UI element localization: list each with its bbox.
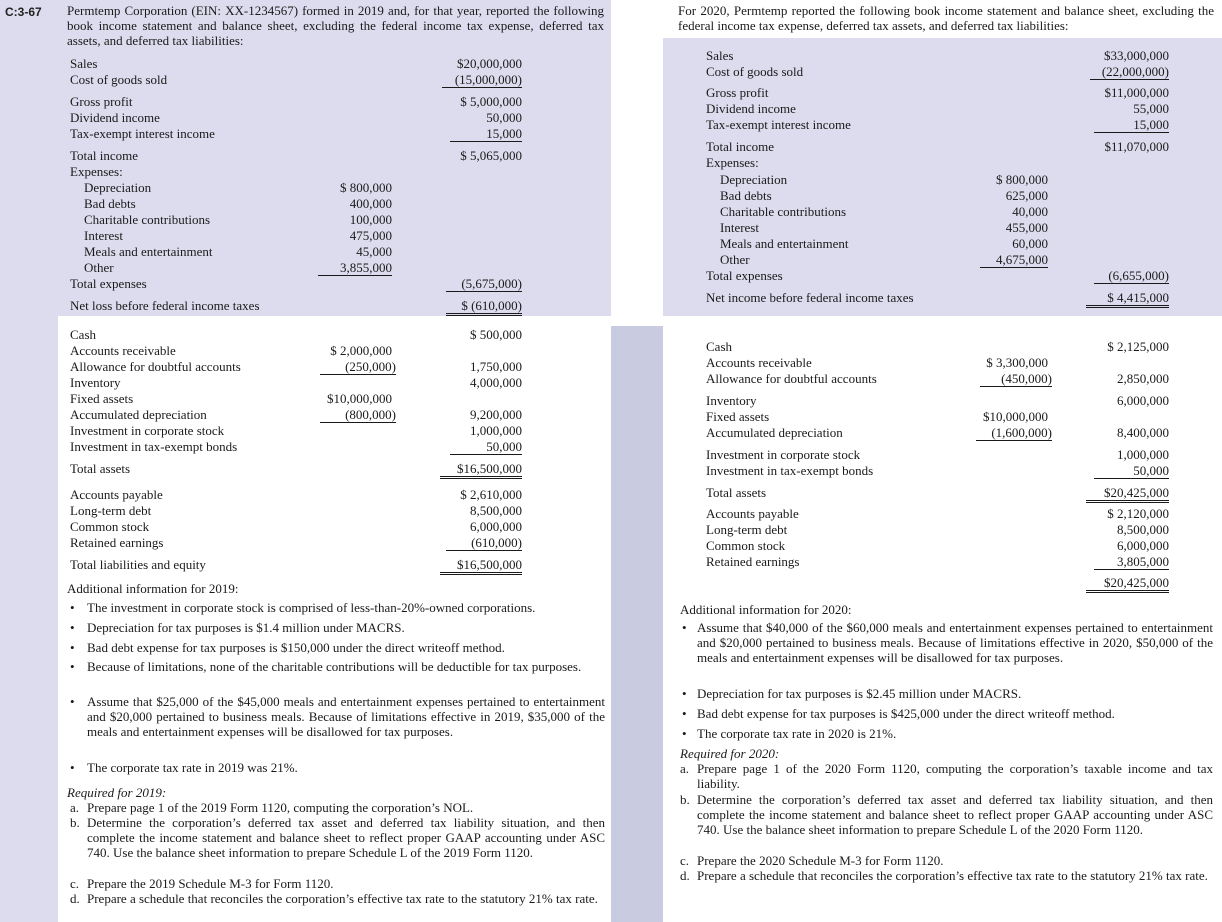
retained-earnings-label: Retained earnings [70, 535, 164, 550]
expenses-heading: Expenses: [70, 164, 123, 179]
total-expenses-label: Total expenses [706, 268, 783, 283]
net-loss-label: Net loss before federal income taxes [70, 298, 260, 313]
bonds-label: Investment in tax-exempt bonds [706, 463, 874, 478]
expense-label: Meals and entertainment [84, 244, 213, 259]
cash-amount: $ 500,000 [470, 327, 522, 342]
bullet-icon: • [682, 620, 687, 635]
total-assets-label: Total assets [706, 485, 767, 500]
expense-amount: 45,000 [356, 244, 392, 259]
bullet-icon: • [70, 760, 75, 775]
ar-net-amount: 2,850,000 [1117, 371, 1169, 386]
bullet-icon: • [682, 686, 687, 701]
tax-exempt-label: Tax-exempt interest income [706, 117, 851, 132]
expense-amount: 400,000 [349, 196, 392, 211]
fixed-assets-amount: $10,000,000 [983, 409, 1048, 424]
sales-amount: $33,000,000 [1104, 48, 1169, 63]
expense-amount: 4,675,000 [980, 252, 1048, 268]
ap-amount: $ 2,610,000 [460, 487, 522, 502]
expense-amount: 475,000 [349, 228, 392, 243]
required-item: Determine the corporation’s deferred tax asset and deferred tax liability situation, and then complete the income statement and balance sheet to reflect proper GAAP accounting under ASC 740. Use the balance sheet information to prepare Schedule L of the 2019 Form 1120. [87, 815, 605, 860]
ar-label: Accounts receivable [70, 343, 176, 358]
cogs-amount: (15,000,000) [442, 72, 522, 88]
accum-dep-amount: (1,600,000) [976, 425, 1052, 441]
ltd-label: Long-term debt [706, 522, 788, 537]
total-le-label: Total liabilities and equity [70, 557, 206, 572]
fixed-net-amount: 9,200,000 [470, 407, 522, 422]
gross-profit-amount: $11,000,000 [1104, 85, 1169, 100]
cash-label: Cash [70, 327, 96, 342]
net-income-label: Net income before federal income taxes [706, 290, 914, 305]
left-required-title: Required for 2019: [67, 785, 167, 800]
retained-earnings-amount: (610,000) [446, 535, 522, 551]
left-intro-paragraph: Permtemp Corporation (EIN: XX-1234567) formed in 2019 and, for that year, reported the following book income statement and balance sheet, excluding the federal income tax expense, deferred tax assets, and deferred tax liabilities: [67, 3, 604, 48]
right-additional-title: Additional information for 2020: [680, 602, 852, 617]
list-item: The corporate tax rate in 2020 is 21%. [697, 726, 897, 741]
ltd-amount: 8,500,000 [470, 503, 522, 518]
expense-amount: 625,000 [1005, 188, 1048, 203]
bullet-icon: • [70, 659, 75, 674]
total-income-amount: $ 5,065,000 [460, 148, 522, 163]
expense-amount: $ 800,000 [340, 180, 392, 195]
corp-stock-amount: 1,000,000 [1117, 447, 1169, 462]
list-item: Depreciation for tax purposes is $2.45 million under MACRS. [697, 686, 1022, 701]
bullet-icon: • [70, 620, 75, 635]
dividend-label: Dividend income [706, 101, 796, 116]
cash-amount: $ 2,125,000 [1107, 339, 1169, 354]
expenses-heading: Expenses: [706, 155, 759, 170]
total-expenses-label: Total expenses [70, 276, 147, 291]
bullet-icon: • [70, 640, 75, 655]
allowance-amount: (450,000) [980, 371, 1052, 387]
inventory-label: Inventory [70, 375, 121, 390]
total-income-label: Total income [706, 139, 775, 154]
fixed-assets-amount: $10,000,000 [327, 391, 392, 406]
list-item: Assume that $40,000 of the $60,000 meals and entertainment expenses pertained to entertainment and $20,000 pertained to business meals. Because of limitations effective in 2020, $50,000 of the meals and entertainment expenses will be disallowed for tax purposes. [697, 620, 1213, 665]
list-item: Assume that $25,000 of the $45,000 meals and entertainment expenses pertained to entertainment and $20,000 pertained to business meals. Because of limitations effective in 2019, $35,000 of the meals and entertainment expenses will be disallowed for tax purposes. [87, 694, 605, 739]
gross-profit-label: Gross profit [70, 94, 133, 109]
corp-stock-amount: 1,000,000 [470, 423, 522, 438]
required-letter: a. [70, 800, 80, 815]
bullet-icon: • [70, 600, 75, 615]
ar-amount: $ 2,000,000 [330, 343, 392, 358]
expense-label: Charitable contributions [720, 204, 847, 219]
total-income-amount: $11,070,000 [1104, 139, 1169, 154]
expense-label: Bad debts [720, 188, 772, 203]
total-le-amount: $20,425,000 [1086, 575, 1169, 593]
bullet-icon: • [70, 694, 75, 709]
net-loss-amount: $ (610,000) [446, 298, 522, 316]
common-stock-label: Common stock [706, 538, 786, 553]
allowance-label: Allowance for doubtful accounts [70, 359, 241, 374]
bonds-amount: 50,000 [450, 439, 522, 455]
sales-label: Sales [706, 48, 734, 63]
required-letter: d. [70, 891, 80, 906]
required-item: Prepare the 2020 Schedule M-3 for Form 1120. [697, 853, 944, 868]
expense-label: Meals and entertainment [720, 236, 849, 251]
required-item: Prepare page 1 of the 2019 Form 1120, computing the corporation’s NOL. [87, 800, 474, 815]
gross-profit-amount: $ 5,000,000 [460, 94, 522, 109]
cogs-label: Cost of goods sold [706, 64, 804, 79]
total-expenses-amount: (5,675,000) [446, 276, 522, 292]
tax-exempt-amount: 15,000 [1094, 117, 1169, 133]
inventory-label: Inventory [706, 393, 757, 408]
left-additional-title: Additional information for 2019: [67, 581, 239, 596]
tax-exempt-amount: 15,000 [450, 126, 522, 142]
ltd-amount: 8,500,000 [1117, 522, 1169, 537]
inventory-amount: 6,000,000 [1117, 393, 1169, 408]
right-intro-paragraph: For 2020, Permtemp reported the following book income statement and balance sheet, excluding the federal income tax expense, deferred tax assets, and deferred tax liabilities: [678, 3, 1214, 33]
fixed-assets-label: Fixed assets [706, 409, 770, 424]
required-letter: c. [70, 876, 80, 891]
list-item: Bad debt expense for tax purposes is $150,000 under the direct writeoff method. [87, 640, 505, 655]
sales-label: Sales [70, 56, 98, 71]
fixed-assets-label: Fixed assets [70, 391, 134, 406]
expense-amount: 40,000 [1012, 204, 1048, 219]
retained-earnings-amount: 3,805,000 [1094, 554, 1169, 570]
accum-dep-amount: (800,000) [320, 407, 396, 423]
net-income-amount: $ 4,415,000 [1086, 290, 1169, 308]
ltd-label: Long-term debt [70, 503, 152, 518]
center-gutter-band [611, 0, 663, 326]
gross-profit-label: Gross profit [706, 85, 769, 100]
expense-label: Bad debts [84, 196, 136, 211]
required-letter: b. [70, 815, 80, 830]
common-stock-label: Common stock [70, 519, 150, 534]
retained-earnings-label: Retained earnings [706, 554, 800, 569]
total-assets-amount: $20,425,000 [1086, 485, 1169, 503]
cogs-label: Cost of goods sold [70, 72, 168, 87]
required-item: Determine the corporation’s deferred tax asset and deferred tax liability situation, and then complete the income statement and balance sheet to reflect proper GAAP accounting under ASC 740. Use the balance sheet information to prepare Schedule L of the 2020 Form 1120. [697, 792, 1213, 837]
ar-net-amount: 1,750,000 [470, 359, 522, 374]
left-margin-band [0, 0, 58, 922]
list-item: Bad debt expense for tax purposes is $425,000 under the direct writeoff method. [697, 706, 1115, 721]
total-assets-amount: $16,500,000 [440, 461, 522, 479]
problem-number: C:3-67 [5, 5, 42, 19]
ar-label: Accounts receivable [706, 355, 812, 370]
center-lower-band [611, 326, 663, 922]
expense-label: Interest [84, 228, 123, 243]
ap-label: Accounts payable [706, 506, 799, 521]
required-letter: a. [680, 761, 690, 776]
required-letter: d. [680, 868, 690, 883]
cash-label: Cash [706, 339, 732, 354]
required-item: Prepare page 1 of the 2020 Form 1120, computing the corporation’s taxable income and tax liability. [697, 761, 1213, 791]
list-item: Depreciation for tax purposes is $1.4 million under MACRS. [87, 620, 405, 635]
common-stock-amount: 6,000,000 [470, 519, 522, 534]
corp-stock-label: Investment in corporate stock [70, 423, 225, 438]
ap-label: Accounts payable [70, 487, 163, 502]
expense-label: Interest [720, 220, 759, 235]
expense-label: Other [720, 252, 750, 267]
expense-amount: 455,000 [1005, 220, 1048, 235]
required-item: Prepare the 2019 Schedule M-3 for Form 1120. [87, 876, 334, 891]
inventory-amount: 4,000,000 [470, 375, 522, 390]
bonds-amount: 50,000 [1094, 463, 1169, 479]
expense-label: Depreciation [720, 172, 788, 187]
dividend-amount: 55,000 [1133, 101, 1169, 116]
list-item: Because of limitations, none of the charitable contributions will be deductible for tax purposes. [87, 659, 582, 674]
total-assets-label: Total assets [70, 461, 131, 476]
allowance-amount: (250,000) [320, 359, 396, 375]
required-letter: b. [680, 792, 690, 807]
required-letter: c. [680, 853, 690, 868]
expense-label: Charitable contributions [84, 212, 211, 227]
expense-label: Depreciation [84, 180, 152, 195]
sales-amount: $20,000,000 [457, 56, 522, 71]
total-income-label: Total income [70, 148, 139, 163]
corp-stock-label: Investment in corporate stock [706, 447, 861, 462]
total-le-amount: $16,500,000 [440, 557, 522, 575]
bullet-icon: • [682, 726, 687, 741]
accum-dep-label: Accumulated depreciation [706, 425, 843, 440]
total-expenses-amount: (6,655,000) [1094, 268, 1169, 284]
tax-exempt-label: Tax-exempt interest income [70, 126, 215, 141]
dividend-label: Dividend income [70, 110, 160, 125]
expense-amount: $ 800,000 [996, 172, 1048, 187]
bullet-icon: • [682, 706, 687, 721]
common-stock-amount: 6,000,000 [1117, 538, 1169, 553]
list-item: The investment in corporate stock is comprised of less-than-20%-owned corporations. [87, 600, 536, 615]
allowance-label: Allowance for doubtful accounts [706, 371, 877, 386]
dividend-amount: 50,000 [486, 110, 522, 125]
expense-label: Other [84, 260, 114, 275]
expense-amount: 3,855,000 [318, 260, 392, 276]
right-required-title: Required for 2020: [680, 746, 780, 761]
list-item: The corporate tax rate in 2019 was 21%. [87, 760, 298, 775]
cogs-amount: (22,000,000) [1090, 64, 1169, 80]
expense-amount: 100,000 [349, 212, 392, 227]
expense-amount: 60,000 [1012, 236, 1048, 251]
fixed-net-amount: 8,400,000 [1117, 425, 1169, 440]
required-item: Prepare a schedule that reconciles the corporation’s effective tax rate to the statutory 21% tax rate. [87, 891, 598, 906]
accum-dep-label: Accumulated depreciation [70, 407, 207, 422]
ap-amount: $ 2,120,000 [1107, 506, 1169, 521]
bonds-label: Investment in tax-exempt bonds [70, 439, 238, 454]
ar-amount: $ 3,300,000 [986, 355, 1048, 370]
required-item: Prepare a schedule that reconciles the corporation’s effective tax rate to the statutory 21% tax rate. [697, 868, 1208, 883]
